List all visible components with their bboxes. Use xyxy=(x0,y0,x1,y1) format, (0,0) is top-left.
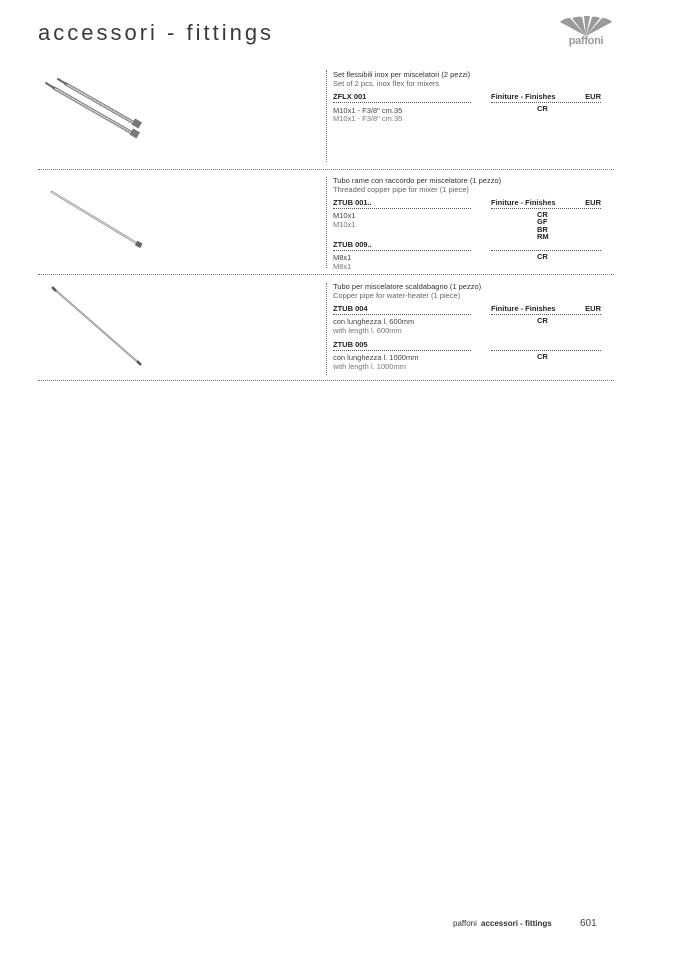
finish-code: RM xyxy=(537,232,549,241)
product-code: ZFLX 001 xyxy=(333,93,471,103)
product-code: ZTUB 005 xyxy=(333,341,471,351)
product-block-threaded xyxy=(333,177,613,273)
paffoni-logo xyxy=(556,16,616,52)
variant-it: con lunghezza l. 1000mm xyxy=(333,353,419,362)
finish-code: CR xyxy=(537,210,548,219)
variant-en: M10x1 xyxy=(333,220,356,229)
description-en: Threaded copper pipe for mixer (1 piece) xyxy=(333,185,469,194)
finishes-header xyxy=(491,305,601,315)
variant-en: with length l. 600mm xyxy=(333,326,402,335)
page-title: accessori - fittings xyxy=(38,20,275,45)
product-block-flex xyxy=(333,71,613,131)
description-it: Tubo per miscelatore scaldabagno (1 pezzo) xyxy=(333,282,482,291)
finishes-label: Finiture - Finishes xyxy=(491,304,556,313)
column-divider xyxy=(326,70,327,162)
product-code: ZTUB 001.. xyxy=(333,199,471,209)
section-divider xyxy=(38,169,614,170)
finishes-label: Finiture - Finishes xyxy=(491,198,556,207)
finish-code: GF xyxy=(537,217,548,226)
water-heater-pipe-image xyxy=(50,284,146,375)
description-en: Set of 2 pcs. inox flex for mixers xyxy=(333,79,440,88)
logo-text: paffoni xyxy=(568,35,604,47)
finishes-label: Finiture - Finishes xyxy=(491,92,556,101)
variant-en: with length l. 1000mm xyxy=(333,362,406,371)
variant-it: M8x1 xyxy=(333,253,352,262)
description-it: Set flessibili inox per miscelatori (2 pezzi) xyxy=(333,70,471,79)
page-number: 601 xyxy=(580,918,597,929)
description-it: Tubo rame con raccordo per miscelatore (1 pezzo) xyxy=(333,176,502,185)
variant-it: con lunghezza l. 600mm xyxy=(333,317,415,326)
finish-code: CR xyxy=(537,316,548,325)
product-code: ZTUB 009.. xyxy=(333,241,471,251)
section-divider xyxy=(38,380,614,381)
finish-code: CR xyxy=(537,104,548,113)
footer-section: accessori - fittings xyxy=(481,919,552,928)
finishes-header xyxy=(491,93,601,103)
footer-brand: paffoni xyxy=(453,919,477,928)
column-divider xyxy=(326,177,327,268)
finishes-header xyxy=(491,199,601,209)
eur-label: EUR xyxy=(585,304,601,313)
product-block-water-heater xyxy=(333,283,613,375)
flex-hose-set-image xyxy=(44,78,148,151)
column-divider xyxy=(326,283,327,375)
section-divider xyxy=(38,274,614,275)
description-en: Copper pipe for water-heater (1 piece) xyxy=(333,291,461,300)
finish-divider xyxy=(491,250,601,251)
variant-it: M10x1 - F3/8" cm.35 xyxy=(333,106,403,115)
product-code: ZTUB 004 xyxy=(333,305,471,315)
finish-divider xyxy=(491,350,601,351)
finish-code: CR xyxy=(537,352,548,361)
variant-it: M10x1 xyxy=(333,211,356,220)
threaded-copper-pipe-image xyxy=(48,188,148,257)
eur-label: EUR xyxy=(585,92,601,101)
eur-label: EUR xyxy=(585,198,601,207)
finish-code: CR xyxy=(537,252,548,261)
variant-en: M8x1 xyxy=(333,262,352,271)
variant-en: M10x1 - F3/8" cm.35 xyxy=(333,114,403,123)
finish-code: BR xyxy=(537,225,548,234)
